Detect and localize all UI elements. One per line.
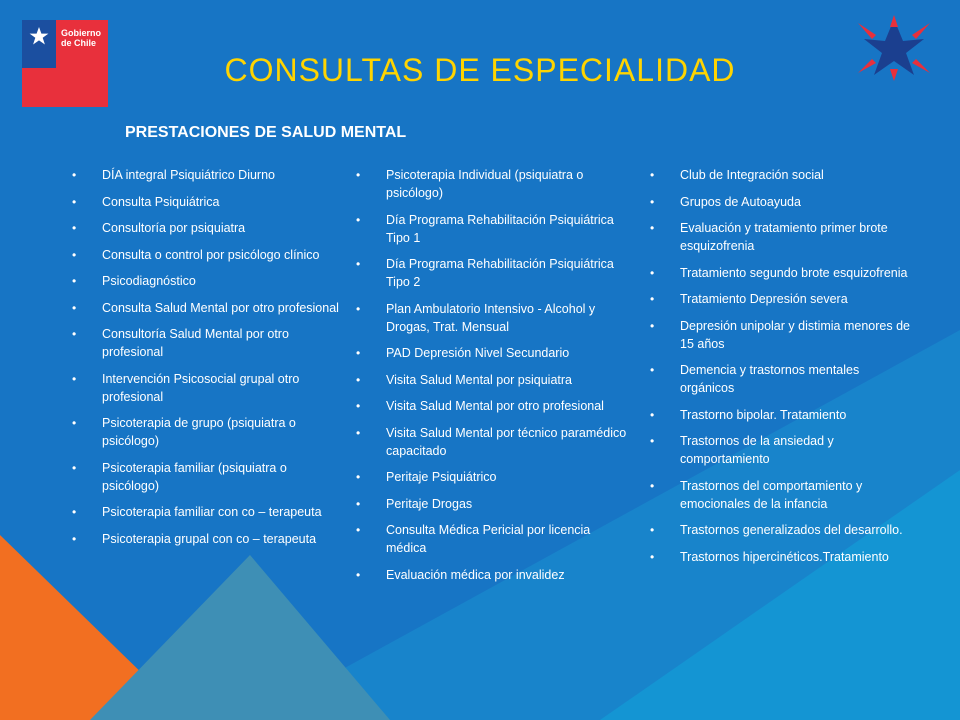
list-item: • Psicoterapia familiar con co – terapeuta: [72, 503, 340, 521]
services-column-1: [72, 166, 340, 556]
list-item: • Trastorno bipolar. Tratamiento: [650, 406, 912, 424]
list-item: • PAD Depresión Nivel Secundario: [356, 344, 628, 362]
list-item: • Peritaje Psiquiátrico: [356, 468, 628, 486]
services-column-2: [356, 166, 628, 592]
list-item: • Plan Ambulatorio Intensivo - Alcohol y Drogas, Trat. Mensual: [356, 300, 628, 336]
list-item: • Psicodiagnóstico: [72, 272, 340, 290]
list-item: • Peritaje Drogas: [356, 495, 628, 513]
list-item: • Evaluación médica por invalidez: [356, 566, 628, 584]
services-list-3: [650, 166, 912, 566]
list-item: • Psicoterapia de grupo (psiquiatra o psicólogo): [72, 414, 340, 450]
list-item: • Trastornos generalizados del desarrollo.: [650, 521, 912, 539]
list-item: • Depresión unipolar y distimia menores de 15 años: [650, 317, 912, 353]
list-item: • Psicoterapia familiar (psiquiatra o psicólogo): [72, 459, 340, 495]
list-item: • Día Programa Rehabilitación Psiquiátrica Tipo 2: [356, 255, 628, 291]
logo-text: [61, 28, 101, 48]
list-item: • Visita Salud Mental por otro profesional: [356, 397, 628, 415]
list-item: • Consulta Salud Mental por otro profesional: [72, 299, 340, 317]
list-item: • Psicoterapia Individual (psiquiatra o psicólogo): [356, 166, 628, 202]
list-item: • Consulta Psiquiátrica: [72, 193, 340, 211]
list-item: • Demencia y trastornos mentales orgánicos: [650, 361, 912, 397]
logo-text-line1: Gobierno: [61, 28, 101, 38]
list-item: • DÍA integral Psiquiátrico Diurno: [72, 166, 340, 184]
list-item: • Club de Integración social: [650, 166, 912, 184]
chile-star-icon: [29, 26, 49, 46]
services-column-3: [650, 166, 912, 574]
list-item: • Grupos de Autoayuda: [650, 193, 912, 211]
list-item: • Evaluación y tratamiento primer brote esquizofrenia: [650, 219, 912, 255]
list-item: • Consulta Médica Pericial por licencia médica: [356, 521, 628, 557]
list-item: • Consultoría Salud Mental por otro profesional: [72, 325, 340, 361]
list-item: • Intervención Psicosocial grupal otro profesional: [72, 370, 340, 406]
list-item: • Tratamiento Depresión severa: [650, 290, 912, 308]
services-list-2: [356, 166, 628, 584]
page-title: CONSULTAS DE ESPECIALIDAD: [224, 52, 736, 88]
list-item: • Tratamiento segundo brote esquizofrenia: [650, 264, 912, 282]
list-item: • Visita Salud Mental por técnico paramédico capacitado: [356, 424, 628, 460]
list-item: • Psicoterapia grupal con co – terapeuta: [72, 530, 340, 548]
list-item: • Trastornos hipercinéticos.Tratamiento: [650, 548, 912, 566]
services-list-1: [72, 166, 340, 548]
list-item: • Consulta o control por psicólogo clínico: [72, 246, 340, 264]
logo-text-line2: de Chile: [61, 38, 97, 48]
list-item: • Trastornos de la ansiedad y comportamiento: [650, 432, 912, 468]
list-item: • Consultoría por psiquiatra: [72, 219, 340, 237]
section-subtitle: PRESTACIONES DE SALUD MENTAL: [125, 124, 407, 141]
list-item: • Visita Salud Mental por psiquiatra: [356, 371, 628, 389]
list-item: • Trastornos del comportamiento y emocionales de la infancia: [650, 477, 912, 513]
list-item: • Día Programa Rehabilitación Psiquiátrica Tipo 1: [356, 211, 628, 247]
